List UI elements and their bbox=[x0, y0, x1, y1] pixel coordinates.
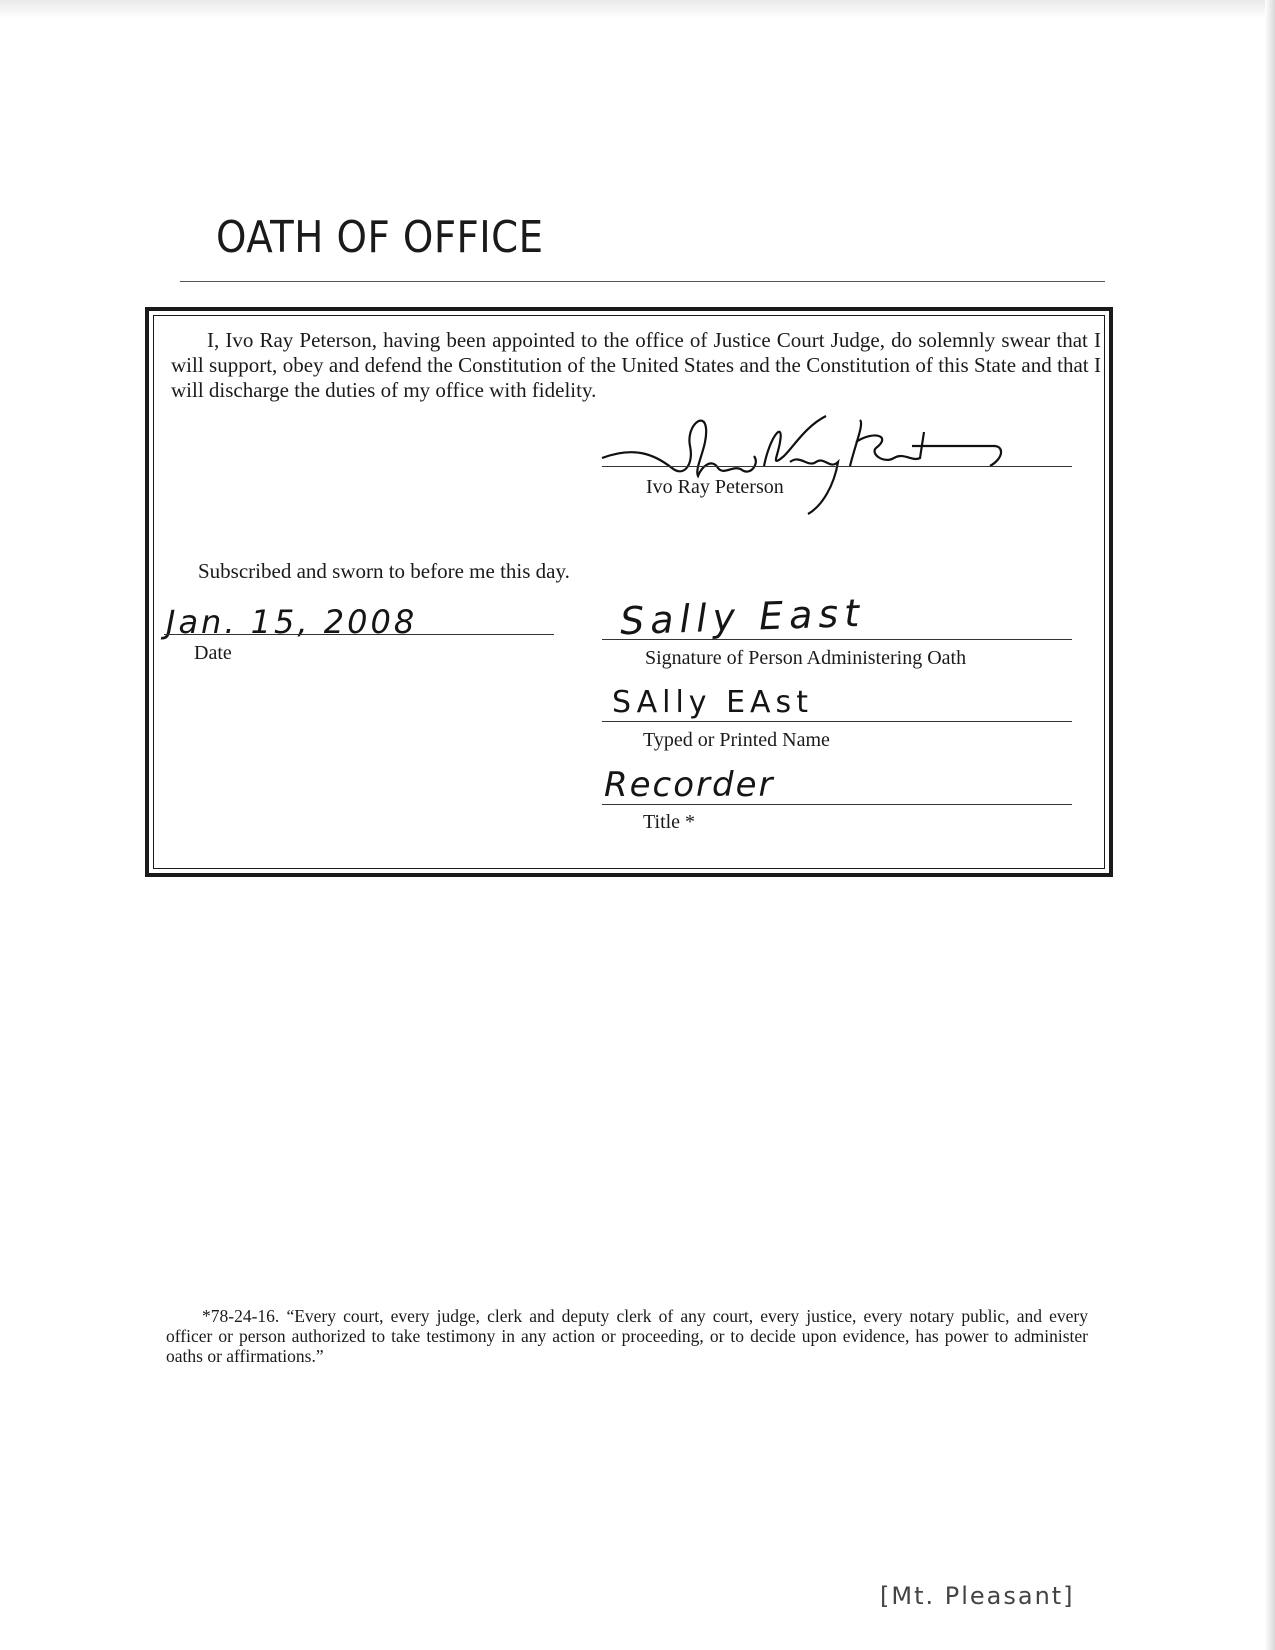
title-line bbox=[602, 804, 1072, 805]
scan-top-shadow bbox=[0, 0, 1275, 18]
date-caption: Date bbox=[194, 642, 232, 664]
corner-note: [Mt. Pleasant] bbox=[880, 1582, 1075, 1610]
oath-text: I, Ivo Ray Peterson, having been appointed to the office of Justice Court Judge, do solemnly swear that I will support, obey and defend the Constitution of the United States and the Constitution of this State and that I will discharge the duties of my office with fidelity. bbox=[171, 328, 1101, 402]
printed-name-handwritten: SAlly EAst bbox=[612, 685, 813, 720]
administrator-signature: Sally East bbox=[619, 590, 866, 644]
officer-signature-mark bbox=[594, 406, 1014, 516]
document-title: OATH OF OFFICE bbox=[216, 212, 544, 263]
printed-name-caption: Typed or Printed Name bbox=[643, 729, 830, 751]
officer-signature: Ivo Ray Pete bbox=[604, 476, 611, 477]
title-handwritten: Recorder bbox=[604, 765, 775, 805]
printed-name-line bbox=[602, 721, 1072, 722]
date-handwritten: Jan. 15, 2008 bbox=[166, 603, 418, 641]
title-rule bbox=[180, 281, 1105, 282]
administrator-signature-caption: Signature of Person Administering Oath bbox=[645, 647, 967, 669]
date-line bbox=[164, 634, 554, 635]
oath-box-inner-border bbox=[153, 315, 1105, 869]
footnote: *78-24-16. “Every court, every judge, clerk and deputy clerk of any court, every justice, every notary public, and every officer or person authorized to take testimony in any action or proceeding, or to decide upon evidence, has power to administer oaths or affirmations.” bbox=[166, 1306, 1088, 1366]
officer-signature-line bbox=[602, 466, 1072, 467]
scan-right-edge bbox=[1265, 0, 1275, 1650]
oath-box bbox=[145, 307, 1113, 877]
officer-name-caption: Ivo Ray Peterson bbox=[646, 476, 784, 498]
subscribed-text: Subscribed and sworn to before me this day. bbox=[198, 559, 570, 583]
administrator-signature-line bbox=[602, 639, 1072, 640]
title-caption: Title * bbox=[643, 811, 696, 833]
